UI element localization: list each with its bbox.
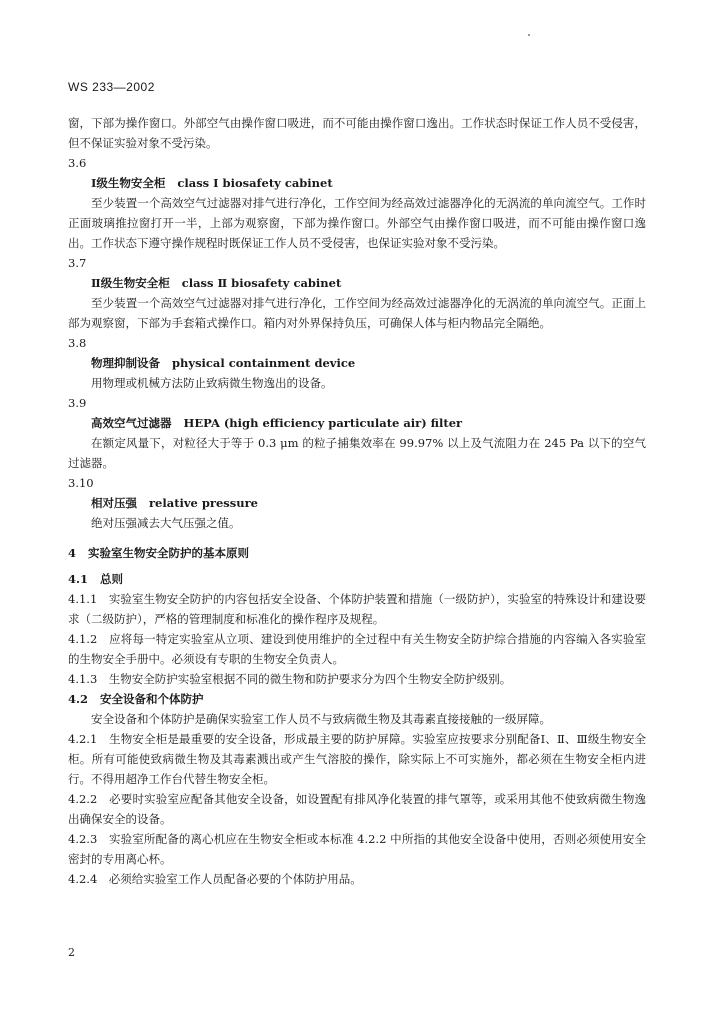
clause-number: 3.6	[68, 156, 87, 170]
term-zh: 物理抑制设备	[91, 356, 160, 370]
term-heading	[68, 413, 646, 433]
term-heading	[68, 273, 646, 293]
term-zh: 高效空气过滤器	[91, 416, 172, 430]
paragraph: 4.1.2 应将每一特定实验室从立项、建设到使用维护的全过程中有关生物安全防护综合措施的内容编入各实验室的生物安全手册中。必须设有专职的生物安全负责人。	[68, 632, 646, 666]
section-heading	[68, 569, 646, 589]
paragraph: 用物理或机械方法防止致病微生物逸出的设备。	[91, 376, 333, 390]
term-heading	[68, 353, 646, 373]
section-number: 4.2	[68, 692, 89, 706]
body	[68, 113, 646, 889]
section-title: 实验室生物安全防护的基本原则	[88, 546, 250, 560]
paragraph: 4.2.1 生物安全柜是最重要的安全设备，形成最主要的防护屏障。实验室应按要求分别配备Ⅰ、Ⅱ、Ⅲ级生物安全柜。所有可能使致病微生物及其毒素溅出或产生气溶胶的操作，除实际上不可实施外，都必须在生物安全柜内进行。不得用超净工作台代替生物安全柜。	[68, 732, 646, 786]
section-heading	[68, 689, 646, 709]
term-heading	[68, 493, 646, 513]
term-en: class Ⅱ biosafety cabinet	[181, 276, 342, 290]
paragraph: 4.1.1 实验室生物安全防护的内容包括安全设备、个体防护装置和措施（一级防护），实验室的特殊设计和建设要求（二级防护），严格的管理制度和标准化的操作程序及规程。	[68, 592, 646, 626]
term-heading	[68, 173, 646, 193]
paragraph: 4.2.2 必要时实验室应配备其他安全设备，如设置配有排风净化装置的排气罩等，或采用其他不使致病微生物逸出确保安全的设备。	[68, 792, 646, 826]
section-number: 4.1	[68, 572, 89, 586]
clause-number: 3.7	[68, 256, 87, 270]
term-en: physical containment device	[172, 356, 356, 370]
paragraph: 4.1.3 生物安全防护实验室根据不同的微生物和防护要求分为四个生物安全防护级别。	[68, 672, 512, 686]
section-heading	[68, 543, 646, 563]
doc-code: WS 233—2002	[68, 80, 155, 94]
term-en: relative pressure	[149, 496, 258, 510]
paragraph: 4.2.3 实验室所配备的离心机应在生物安全柜或本标准 4.2.2 中所指的其他安全设备中使用，否则必须使用安全密封的专用离心杯。	[68, 832, 646, 866]
clause-number: 3.9	[68, 396, 87, 410]
section-number: 4	[68, 546, 77, 560]
term-en: HEPA (high efficiency particulate air) filter	[183, 416, 463, 430]
paragraph: 绝对压强减去大气压强之值。	[91, 516, 241, 530]
term-zh: Ⅱ级生物安全柜	[91, 276, 170, 290]
paragraph: 安全设备和个体防护是确保实验室工作人员不与致病微生物及其毒素直接接触的一级屏障。	[91, 712, 551, 726]
term-zh: Ⅰ级生物安全柜	[91, 176, 166, 190]
section-title: 安全设备和个体防护	[100, 692, 204, 706]
page-number: 2	[68, 946, 75, 959]
term-en: class Ⅰ biosafety cabinet	[177, 176, 333, 190]
section-title: 总则	[100, 572, 124, 586]
term-zh: 相对压强	[91, 496, 137, 510]
clause-number: 3.10	[68, 476, 94, 490]
clause-number: 3.8	[68, 336, 87, 350]
paragraph: 至少装置一个高效空气过滤器对排气进行净化，工作空间为经高效过滤器净化的无涡流的单向流空气。正面上部为观察窗，下部为手套箱式操作口。箱内对外界保持负压，可确保人体与柜内物品完全隔绝。	[68, 296, 646, 330]
paragraph: 4.2.4 必须给实验室工作人员配备必要的个体防护用品。	[68, 872, 362, 886]
scan-speck	[528, 34, 530, 36]
paragraph: 窗，下部为操作窗口。外部空气由操作窗口吸进，而不可能由操作窗口逸出。工作状态时保证工作人员不受侵害，但不保证实验对象不受污染。	[68, 116, 646, 150]
paragraph: 至少装置一个高效空气过滤器对排气进行净化，工作空间为经高效过滤器净化的无涡流的单向流空气。工作时正面玻璃推拉窗打开一半，上部为观察窗，下部为操作窗口。外部空气由操作窗口吸进，而不可能由操作窗口逸出。工作状态下遵守操作规程时既保证工作人员不受侵害，也保证实验对象不受污染。	[68, 196, 646, 250]
paragraph: 在额定风量下，对粒径大于等于 0.3 μm 的粒子捕集效率在 99.97% 以上及气流阻力在 245 Pa 以下的空气过滤器。	[68, 436, 646, 470]
